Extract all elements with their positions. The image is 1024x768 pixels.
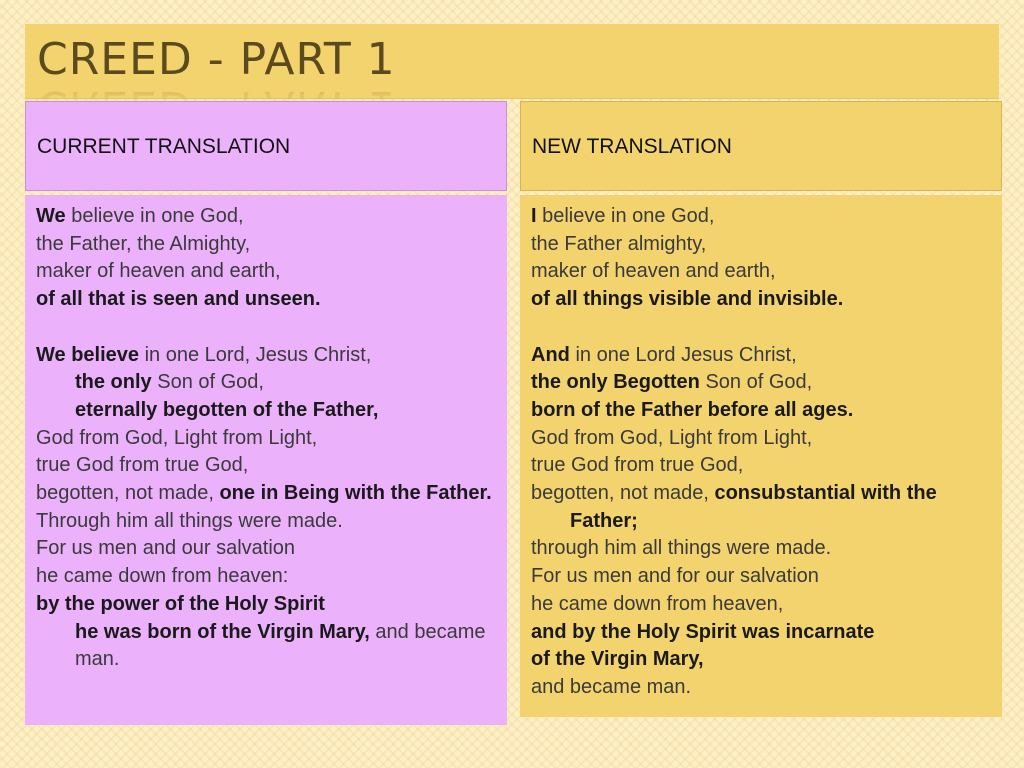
creed-line: For us men and our salvation bbox=[36, 537, 296, 560]
creed-line: and became man. bbox=[531, 675, 692, 698]
creed-line: the only Son of God, bbox=[75, 371, 264, 394]
creed-line: eternally begotten of the Father, bbox=[75, 398, 379, 421]
creed-line: God from God, Light from Light, bbox=[36, 426, 318, 449]
creed-line: through him all things were made. bbox=[531, 537, 832, 560]
creed-line: of all that is seen and unseen. bbox=[36, 288, 321, 311]
creed-line: begotten, not made, one in Being with the Father. bbox=[36, 482, 492, 505]
creed-line: by the power of the Holy Spirit bbox=[36, 592, 325, 615]
creed-line: true God from true God, bbox=[531, 454, 744, 477]
creed-line: of all things visible and invisible. bbox=[531, 288, 844, 311]
creed-line: begotten, not made, consubstantial with the Father; bbox=[531, 482, 937, 532]
slide-title: CREED - PART 1 bbox=[37, 34, 396, 85]
creed-line: maker of heaven and earth, bbox=[531, 260, 776, 283]
creed-line: born of the Father before all ages. bbox=[531, 398, 854, 421]
creed-line: We believe in one God, bbox=[36, 205, 244, 227]
creed-line: he came down from heaven: bbox=[36, 565, 289, 588]
creed-line: Through him all things were made. bbox=[36, 509, 343, 532]
stanza-gap bbox=[531, 314, 994, 342]
creed-line: and by the Holy Spirit was incarnate bbox=[531, 620, 875, 643]
title-band bbox=[25, 24, 999, 99]
creed-line: the Father almighty, bbox=[531, 232, 707, 255]
creed-line: the only Begotten Son of God, bbox=[531, 371, 813, 394]
new-translation-text bbox=[520, 195, 1002, 717]
creed-line: We believe in one Lord, Jesus Christ, bbox=[36, 343, 372, 366]
creed-line: the Father, the Almighty, bbox=[36, 232, 251, 255]
creed-line: For us men and for our salvation bbox=[531, 565, 819, 588]
creed-line: of the Virgin Mary, bbox=[531, 648, 704, 671]
creed-line: true God from true God, bbox=[36, 454, 249, 477]
creed-line: he was born of the Virgin Mary, and became man. bbox=[75, 620, 486, 671]
creed-line: I believe in one God, bbox=[531, 205, 715, 227]
creed-line: maker of heaven and earth, bbox=[36, 260, 281, 283]
creed-line: he came down from heaven, bbox=[531, 592, 784, 615]
current-translation-text bbox=[25, 195, 507, 725]
stanza-gap bbox=[36, 314, 499, 342]
current-translation-header: CURRENT TRANSLATION bbox=[25, 101, 507, 191]
new-translation-header: NEW TRANSLATION bbox=[520, 101, 1002, 191]
creed-line: God from God, Light from Light, bbox=[531, 426, 813, 449]
creed-line: And in one Lord Jesus Christ, bbox=[531, 343, 797, 366]
